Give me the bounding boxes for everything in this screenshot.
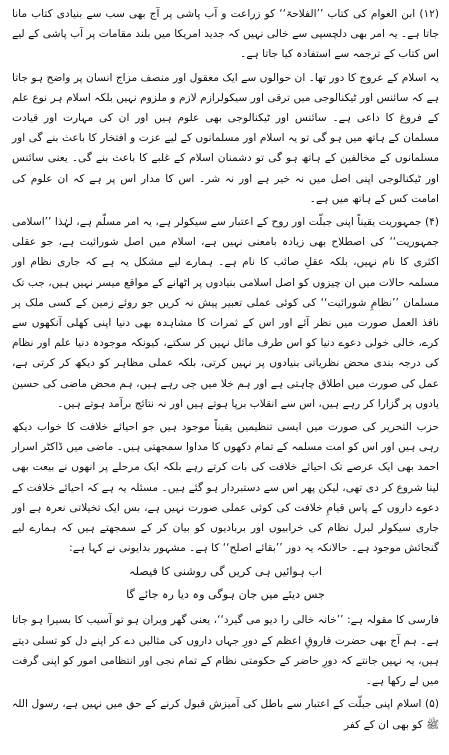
paragraph-islam-and-science: یہ اسلام کے عروج کا دور تھا۔ ان حوالوں سے ایک معقول اور منصف مزاج انسان پر واضح ہو جاتا ہے کہ سائنس اور ٹیکنالوجی میں ترقی اور سیکولرازم لازم و ملزوم نہیں بلکہ اسلام ہر نوع علم کے فروغ کا داعی ہے۔ سائنس اور ٹیکنالوجی بھی علوم ہیں اور ان کی مہارت اور قیادت مسلمان کے ہاتھ میں ہو گی تو یہ اسلام اور مسلمانوں کے لیے عزت و افتخار کا باعث بنے گی اور مسلمانوں کے مخالفین کے ہاتھ ہو گی تو دشمنان اسلام کے غلبے کا باعث بنے گی۔ یعنی سائنس اور ٹیکنالوجی اپنی اصل میں نہ خیر ہے اور نہ شر۔ اس کا مدار اس پر ہے کہ ان علوم کی امامت کس کے ہاتھ میں ہے۔ xyxy=(12,71,439,205)
poem-verse-1: اب ہوائیں ہی کریں گی روشنی کا فیصلہ xyxy=(129,565,322,579)
paragraph-point-5-islam-nature: (۵) اسلام اپنی جبلّت کے اعتبار سے باطل کی آمیزش قبول کرنے کے حق میں نہیں ہے، رسول اللہ ﷺ کو بھی ان کے کفر xyxy=(12,698,439,731)
paragraph-caliphate-revival: حزب التحریر کی صورت میں ایسی تنظیمیں یقیناً موجود ہیں جو احیائے خلافت کا خواب دیکھ رہی ہیں اور اس کو امت مسلمہ کے تمام دکھوں کا مداوا سمجھتی ہیں۔ ماضی میں ڈاکٹر اسرار احمد بھی ایک عرصے تک احیائے خلافت کی بات کرتے رہے بلکہ ایک مرحلے پر انھوں نے بیعت بھی لینا شروع کر دی تھی، لیکن پھر اس سے دستبردار ہو گئے ہیں۔ مسئلہ یہ ہے کہ احیائے خلافت کے دعوے داروں کے پاس قیامِ خلافت کی کوئی عملی صورت نہیں ہے، بس ایک تخیلاتی نعرہ ہے اور جاری سیکولر لبرل نظام کی خرابیوں اور بربادیوں کو بیان کر کے سمجھتے ہیں کہ ہمارے لیے گنجائش موجود ہے۔ حالانکہ یہ دور ’’بقائے اصلح‘‘ کا ہے۔ مشہور بدایونی نے کہا ہے: xyxy=(12,421,439,555)
paragraph-persian-saying: فارسی کا مقولہ ہے: ’’خانہ خالی را دیو می گیرد‘‘، یعنی گھر ویران ہو تو آسیب کا بسیرا ہو جاتا ہے۔ ہم آج بھی حضرت فاروقِ اعظم کے دورِ جہاں داروں کی مثالیں دے کر اپنے دل کو تسلی دیتے ہیں، یہ نہیں جانتے کہ دورِ حاضر کے حکومتی نظام کے تمام نجی اور انتظامی امور کو اپنی گرفت میں لے رکھا ہے۔ xyxy=(12,614,440,688)
paragraph-point-12: (۱۲) ابن العوام کی کتاب ’’الفلاحۃ‘‘ کو زراعت و آب پاشی پر آج بھی سب سے بنیادی کتاب مانا جاتا ہے۔ یہ امر بھی دلچسپی سے خالی نہیں کہ جدید امریکا میں بلند مقامات پر آب پاشی کے لیے اس کتاب کے ترجمہ سے استفادہ کیا جاتا ہے۔ xyxy=(12,8,439,61)
poem-couplet xyxy=(12,560,439,606)
poem-verse-2: جس دیئے میں جان ہوگی وہ دیا رہ جائے گا xyxy=(126,588,325,602)
paragraph-point-4-democracy: (۴) جمہوریت یقیناً اپنی جبلّت اور روح کے اعتبار سے سیکولر ہے، یہ امر مسلّم ہے، لہٰذا ’’اسلامی جمہوریت‘‘ کی اصطلاح بھی زیادہ بامعنی نہیں ہے، اسلام میں اصل شورائیت ہے، جو عقلی اکثری کا نام نہیں، بلکہ عقلِ صائب کا نام ہے۔ ہمارے لیے مشکل یہ ہے کہ جاری نظام اور مسلمہ حالات میں ان چیزوں کو اصل اسلامی بنیادوں پر اٹھانے کے مواقع میسر نہیں ہیں، جب تک مسلمان ’’نظامِ شورائیت‘‘ کی کوئی عملی تعبیر پیش نہ کریں جو روئے زمین کے کسی ملک پر نافذ العمل صورت میں نظر آئے اور اس کے ثمرات کا مشاہدہ بھی دنیا اپنی کھلی آنکھوں سے کرے، خالی خولی دعوے دنیا کو اس طرف مائل نہیں کر سکتے، کیونکہ موجودہ دنیا علم اور نظام کی درجہ بندی محض نظریاتی بنیادوں پر نہیں کرتی، بلکہ عملی مظاہر کو دیکھ کر کرتی ہے، عمل کی صورت میں اطلاق چاہتی ہے اور ہم خلا میں جی رہے ہیں، ہم محض ماضی کی حسین یادوں پر گزارا کر رہے ہیں، اس سے انقلاب برپا ہوتے ہیں اور نہ نتائج برآمد ہوتے ہیں۔ xyxy=(12,216,439,410)
